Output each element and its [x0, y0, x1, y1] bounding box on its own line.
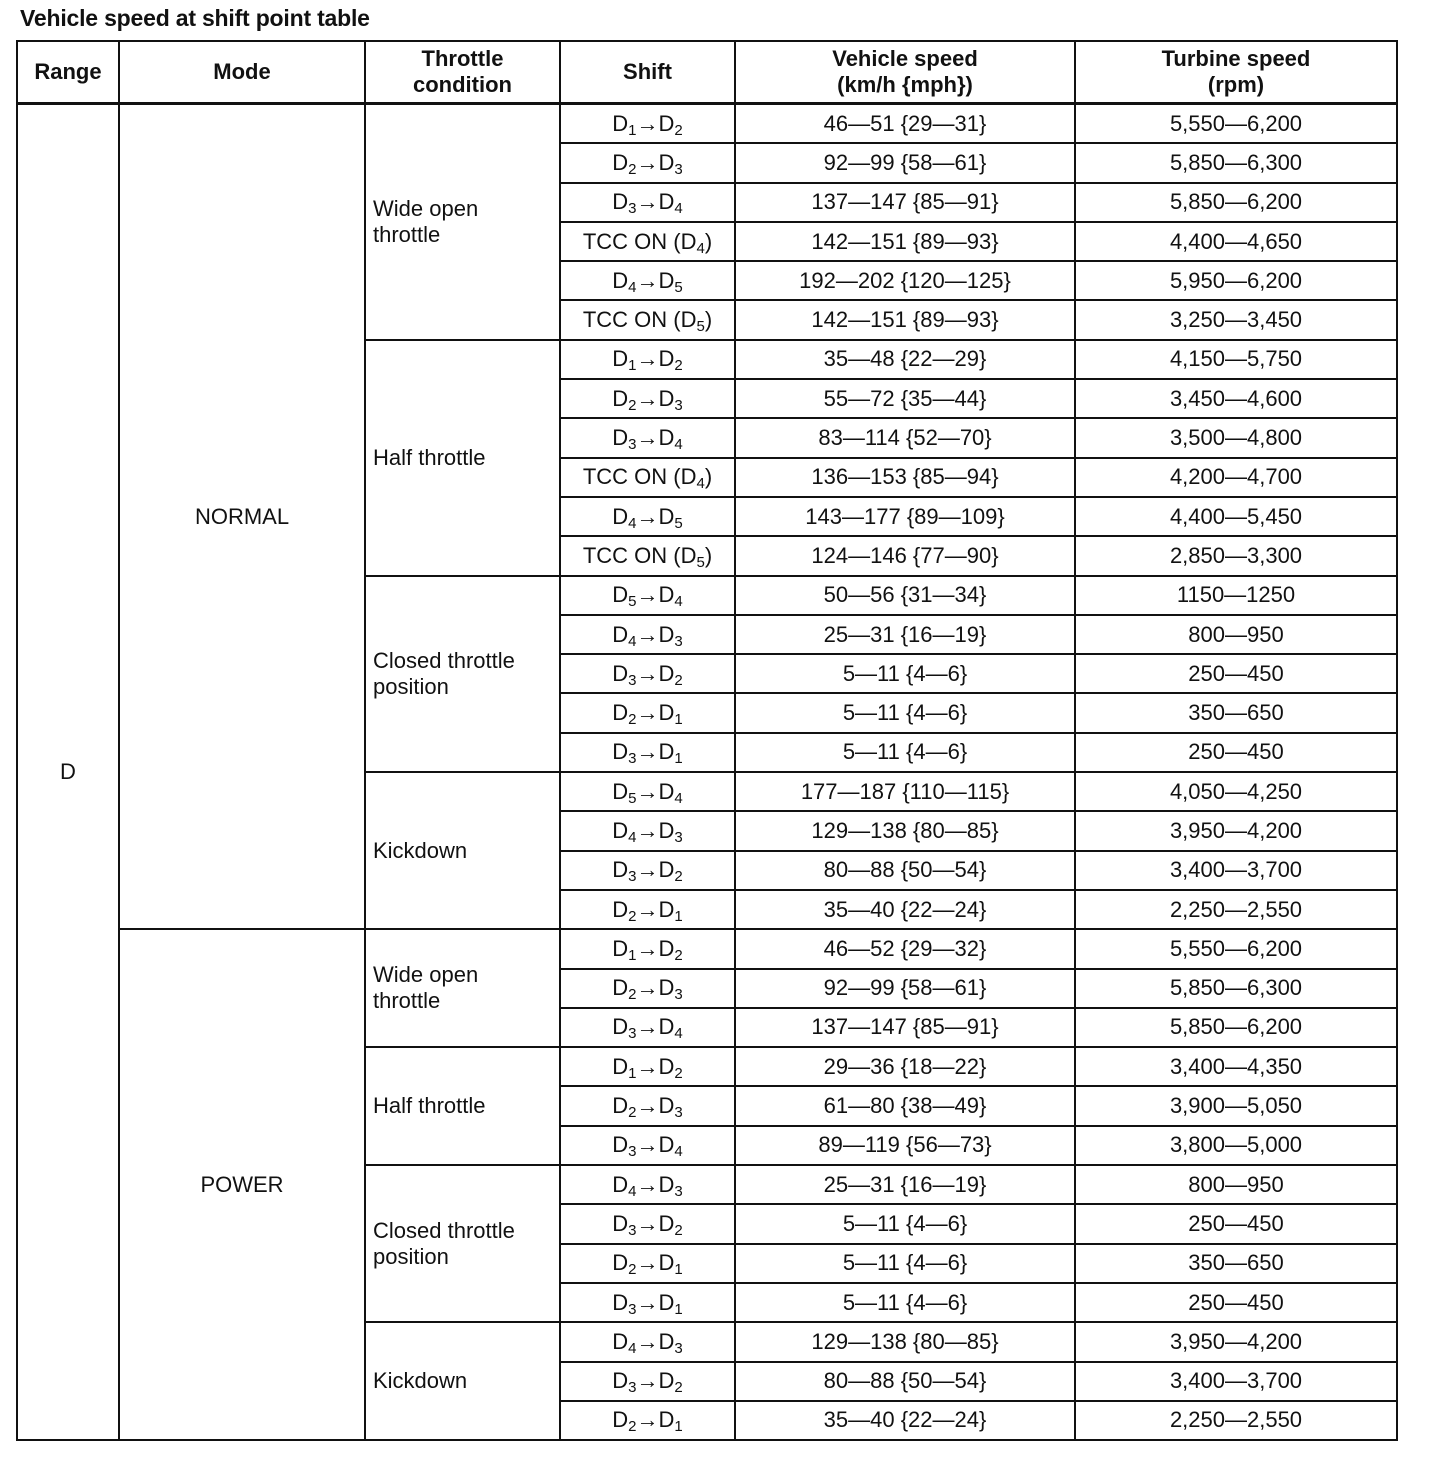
shift-cell: $D_2\to D_1$: [560, 1244, 735, 1283]
header-row: [17, 41, 1397, 104]
turbine-speed-cell: 3,800—5,000: [1075, 1126, 1397, 1165]
turbine-speed-cell: 5,850—6,300: [1075, 969, 1397, 1008]
vehicle-speed-cell: 142—151 {89—93}: [735, 222, 1075, 261]
turbine-speed-cell: 4,050—4,250: [1075, 772, 1397, 811]
header-range-label: Range: [34, 59, 102, 84]
vehicle-speed-cell: 136—153 {85—94}: [735, 458, 1075, 497]
vehicle-speed-cell: 29—36 {18—22}: [735, 1047, 1075, 1086]
shift-cell: $D_4\to D_3$: [560, 615, 735, 654]
throttle-condition-cell: Kickdown: [365, 772, 560, 929]
vehicle-speed-cell: 35—40 {22—24}: [735, 1401, 1075, 1440]
shift-cell: $D_1\to D_2$: [560, 340, 735, 379]
vehicle-speed-cell: 92—99 {58—61}: [735, 143, 1075, 182]
shift-cell: $D_3\to D_4$: [560, 418, 735, 457]
turbine-speed-cell: 250—450: [1075, 654, 1397, 693]
turbine-speed-cell: 4,400—4,650: [1075, 222, 1397, 261]
header-throttle-condition: [365, 41, 560, 104]
shift-cell: $D_4\to D_3$: [560, 811, 735, 850]
shift-cell: $D_1\to D_2$: [560, 104, 735, 144]
vehicle-speed-cell: 83—114 {52—70}: [735, 418, 1075, 457]
shift-cell: TCC ON $(D_4)$: [560, 458, 735, 497]
turbine-speed-cell: 350—650: [1075, 1244, 1397, 1283]
shift-cell: $D_3\to D_2$: [560, 654, 735, 693]
vehicle-speed-cell: 142—151 {89—93}: [735, 300, 1075, 339]
turbine-speed-cell: 5,850—6,200: [1075, 183, 1397, 222]
turbine-speed-cell: 350—650: [1075, 693, 1397, 732]
vehicle-speed-cell: 80—88 {50—54}: [735, 851, 1075, 890]
turbine-speed-cell: 3,400—3,700: [1075, 851, 1397, 890]
turbine-speed-cell: 5,550—6,200: [1075, 929, 1397, 968]
turbine-speed-cell: 5,550—6,200: [1075, 104, 1397, 144]
header-vehicle-line1: Vehicle speed: [832, 46, 978, 71]
vehicle-speed-cell: 80—88 {50—54}: [735, 1362, 1075, 1401]
shift-cell: $D_3\to D_4$: [560, 1008, 735, 1047]
turbine-speed-cell: 2,250—2,550: [1075, 1401, 1397, 1440]
header-turbine-line2: (rpm): [1207, 72, 1265, 97]
turbine-speed-cell: 3,400—3,700: [1075, 1362, 1397, 1401]
header-throttle-line1: Throttle: [421, 46, 504, 71]
turbine-speed-cell: 2,850—3,300: [1075, 536, 1397, 575]
turbine-speed-cell: 3,450—4,600: [1075, 379, 1397, 418]
vehicle-speed-cell: 46—52 {29—32}: [735, 929, 1075, 968]
shift-cell: $D_2\to D_3$: [560, 969, 735, 1008]
header-mode: [119, 41, 365, 104]
vehicle-speed-cell: 92—99 {58—61}: [735, 969, 1075, 1008]
header-vehicle-speed: [735, 41, 1075, 104]
vehicle-speed-cell: 46—51 {29—31}: [735, 104, 1075, 144]
vehicle-speed-cell: 5—11 {4—6}: [735, 1283, 1075, 1322]
turbine-speed-cell: 3,950—4,200: [1075, 811, 1397, 850]
range-cell: D: [17, 104, 119, 1441]
header-shift: [560, 41, 735, 104]
vehicle-speed-cell: 5—11 {4—6}: [735, 654, 1075, 693]
turbine-speed-cell: 4,400—5,450: [1075, 497, 1397, 536]
vehicle-speed-cell: 35—48 {22—29}: [735, 340, 1075, 379]
vehicle-speed-cell: 129—138 {80—85}: [735, 811, 1075, 850]
shift-cell: $D_3\to D_4$: [560, 1126, 735, 1165]
vehicle-speed-cell: 35—40 {22—24}: [735, 890, 1075, 929]
turbine-speed-cell: 3,950—4,200: [1075, 1322, 1397, 1361]
vehicle-speed-cell: 25—31 {16—19}: [735, 1165, 1075, 1204]
turbine-speed-cell: 5,850—6,200: [1075, 1008, 1397, 1047]
vehicle-speed-cell: 61—80 {38—49}: [735, 1086, 1075, 1125]
header-turbine-speed: [1075, 41, 1397, 104]
vehicle-speed-cell: 25—31 {16—19}: [735, 615, 1075, 654]
turbine-speed-cell: 2,250—2,550: [1075, 890, 1397, 929]
shift-cell: $D_4\to D_5$: [560, 497, 735, 536]
header-shift-label: Shift: [623, 59, 672, 84]
throttle-condition-cell: Half throttle: [365, 340, 560, 576]
turbine-speed-cell: 1150—1250: [1075, 576, 1397, 615]
mode-cell: POWER: [119, 929, 365, 1440]
throttle-condition-cell: Kickdown: [365, 1322, 560, 1440]
shift-cell: $D_5\to D_4$: [560, 772, 735, 811]
shift-cell: $D_2\to D_3$: [560, 379, 735, 418]
throttle-condition-cell: Closed throttle position: [365, 1165, 560, 1322]
header-throttle-line2: condition: [413, 72, 512, 97]
turbine-speed-cell: 800—950: [1075, 1165, 1397, 1204]
turbine-speed-cell: 250—450: [1075, 1283, 1397, 1322]
shift-cell: $D_4\to D_3$: [560, 1165, 735, 1204]
shift-cell: $D_4\to D_5$: [560, 261, 735, 300]
shift-cell: $D_3\to D_2$: [560, 1362, 735, 1401]
shift-cell: $D_1\to D_2$: [560, 929, 735, 968]
turbine-speed-cell: 5,850—6,300: [1075, 143, 1397, 182]
shift-cell: $D_3\to D_1$: [560, 1283, 735, 1322]
mode-cell: NORMAL: [119, 104, 365, 930]
turbine-speed-cell: 5,950—6,200: [1075, 261, 1397, 300]
turbine-speed-cell: 4,200—4,700: [1075, 458, 1397, 497]
vehicle-speed-cell: 129—138 {80—85}: [735, 1322, 1075, 1361]
turbine-speed-cell: 4,150—5,750: [1075, 340, 1397, 379]
turbine-speed-cell: 3,500—4,800: [1075, 418, 1397, 457]
shift-cell: $D_3\to D_2$: [560, 851, 735, 890]
vehicle-speed-cell: 5—11 {4—6}: [735, 1244, 1075, 1283]
turbine-speed-cell: 250—450: [1075, 733, 1397, 772]
turbine-speed-cell: 3,900—5,050: [1075, 1086, 1397, 1125]
shift-cell: $D_2\to D_1$: [560, 1401, 735, 1440]
throttle-condition-cell: Half throttle: [365, 1047, 560, 1165]
table-row: [17, 929, 1397, 968]
vehicle-speed-cell: 50—56 {31—34}: [735, 576, 1075, 615]
header-turbine-line1: Turbine speed: [1161, 46, 1311, 71]
turbine-speed-cell: 3,400—4,350: [1075, 1047, 1397, 1086]
throttle-condition-cell: Wide open throttle: [365, 104, 560, 340]
header-range: [17, 41, 119, 104]
vehicle-speed-cell: 192—202 {120—125}: [735, 261, 1075, 300]
vehicle-speed-cell: 5—11 {4—6}: [735, 693, 1075, 732]
turbine-speed-cell: 3,250—3,450: [1075, 300, 1397, 339]
table-header: [17, 41, 1397, 104]
throttle-condition-cell: Wide open throttle: [365, 929, 560, 1047]
shift-cell: $D_2\to D_1$: [560, 890, 735, 929]
vehicle-speed-cell: 143—177 {89—109}: [735, 497, 1075, 536]
shift-cell: $D_3\to D_4$: [560, 183, 735, 222]
vehicle-speed-cell: 124—146 {77—90}: [735, 536, 1075, 575]
vehicle-speed-cell: 137—147 {85—91}: [735, 183, 1075, 222]
vehicle-speed-cell: 55—72 {35—44}: [735, 379, 1075, 418]
table-body: [17, 104, 1397, 1441]
shift-cell: $D_5\to D_4$: [560, 576, 735, 615]
vehicle-speed-cell: 5—11 {4—6}: [735, 1204, 1075, 1243]
shift-cell: TCC ON $(D_5)$: [560, 536, 735, 575]
vehicle-speed-cell: 89—119 {56—73}: [735, 1126, 1075, 1165]
shift-cell: $D_4\to D_3$: [560, 1322, 735, 1361]
vehicle-speed-cell: 177—187 {110—115}: [735, 772, 1075, 811]
shift-cell: $D_3\to D_1$: [560, 733, 735, 772]
shift-cell: $D_2\to D_3$: [560, 143, 735, 182]
shift-cell: $D_1\to D_2$: [560, 1047, 735, 1086]
throttle-condition-cell: Closed throttle position: [365, 576, 560, 772]
shift-point-table: [16, 40, 1398, 1441]
shift-cell: TCC ON $(D_5)$: [560, 300, 735, 339]
header-vehicle-line2: (km/h {mph}): [837, 72, 973, 97]
shift-cell: $D_2\to D_1$: [560, 693, 735, 732]
table-title: Vehicle speed at shift point table: [20, 5, 370, 31]
shift-cell: $D_2\to D_3$: [560, 1086, 735, 1125]
header-mode-label: Mode: [213, 59, 271, 84]
vehicle-speed-cell: 5—11 {4—6}: [735, 733, 1075, 772]
turbine-speed-cell: 250—450: [1075, 1204, 1397, 1243]
table-row: [17, 104, 1397, 144]
vehicle-speed-cell: 137—147 {85—91}: [735, 1008, 1075, 1047]
shift-cell: TCC ON $(D_4)$: [560, 222, 735, 261]
shift-cell: $D_3\to D_2$: [560, 1204, 735, 1243]
turbine-speed-cell: 800—950: [1075, 615, 1397, 654]
